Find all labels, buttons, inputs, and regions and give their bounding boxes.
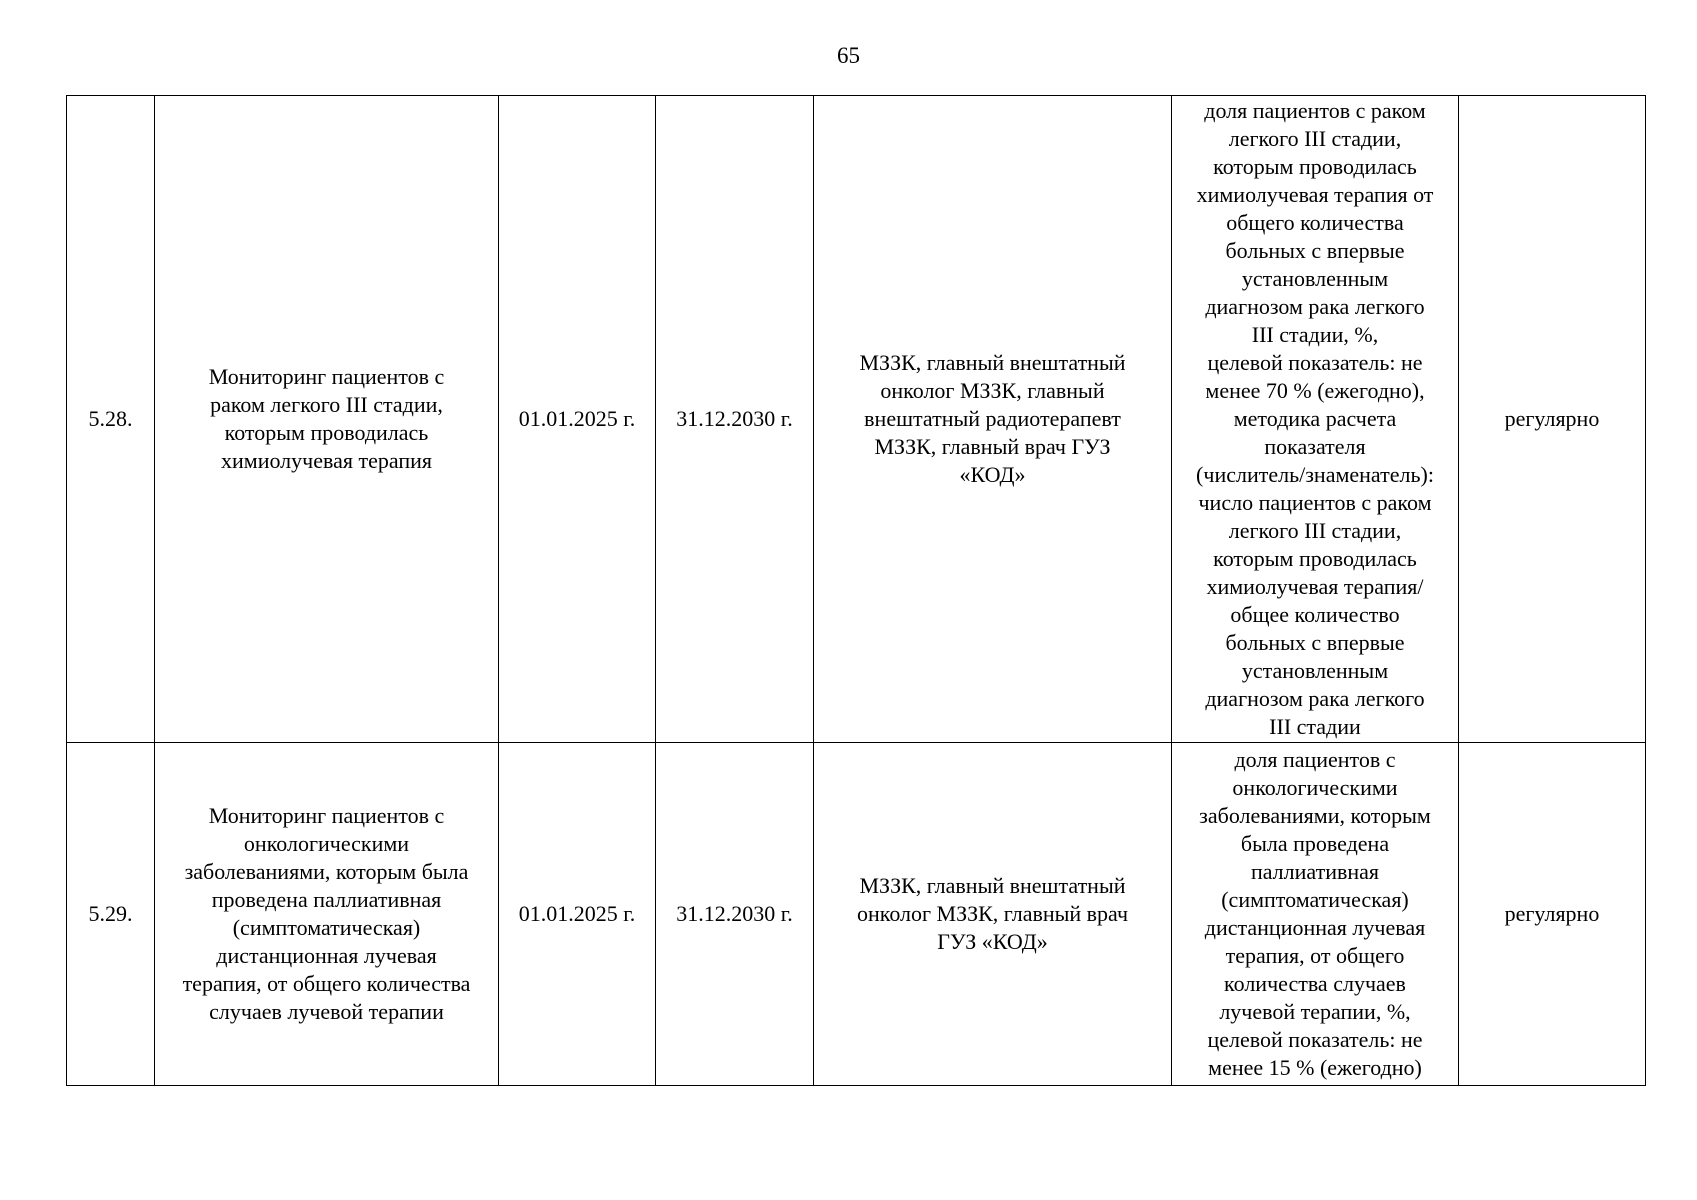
table-row [67, 96, 1646, 743]
plan-table [66, 95, 1646, 1086]
indicator-cell: доля пациентов с онкологическими заболеваниями, которым была проведена паллиативная (симптоматическая) дистанционная лучевая терапия, от общего количества случаев лучевой терапии, %, целевой показатель: не менее 15 % (ежегодно) [1172, 743, 1459, 1086]
table-row [67, 743, 1646, 1086]
item-number-cell: 5.28. [67, 96, 155, 743]
frequency-cell: регулярно [1459, 96, 1646, 743]
end-date-cell: 31.12.2030 г. [656, 743, 814, 1086]
start-date-cell: 01.01.2025 г. [499, 96, 656, 743]
page-number: 65 [837, 43, 860, 68]
item-number-cell: 5.29. [67, 743, 155, 1086]
responsible-cell: МЗЗК, главный внештатный онколог МЗЗК, главный внештатный радиотерапевт МЗЗК, главный врач ГУЗ «КОД» [814, 96, 1172, 743]
indicator-cell: доля пациентов с раком легкого III стадии, которым проводилась химиолучевая терапия от общего количества больных с впервые установленным диагнозом рака легкого III стадии, %, целевой показатель: не менее 70 % (ежегодно), методика расчета показателя (числитель/знаменатель): число пациентов с раком легкого III стадии, которым проводилась химиолучевая терапия/ общее количество больных с впервые установленным диагнозом рака легкого III стадии [1172, 96, 1459, 743]
responsible-cell: МЗЗК, главный внештатный онколог МЗЗК, главный врач ГУЗ «КОД» [814, 743, 1172, 1086]
frequency-cell: регулярно [1459, 743, 1646, 1086]
event-cell: Мониторинг пациентов с онкологическими заболеваниями, которым была проведена паллиативная (симптоматическая) дистанционная лучевая терапия, от общего количества случаев лучевой терапии [155, 743, 499, 1086]
event-cell: Мониторинг пациентов с раком легкого III стадии, которым проводилась химиолучевая терапия [155, 96, 499, 743]
start-date-cell: 01.01.2025 г. [499, 743, 656, 1086]
end-date-cell: 31.12.2030 г. [656, 96, 814, 743]
